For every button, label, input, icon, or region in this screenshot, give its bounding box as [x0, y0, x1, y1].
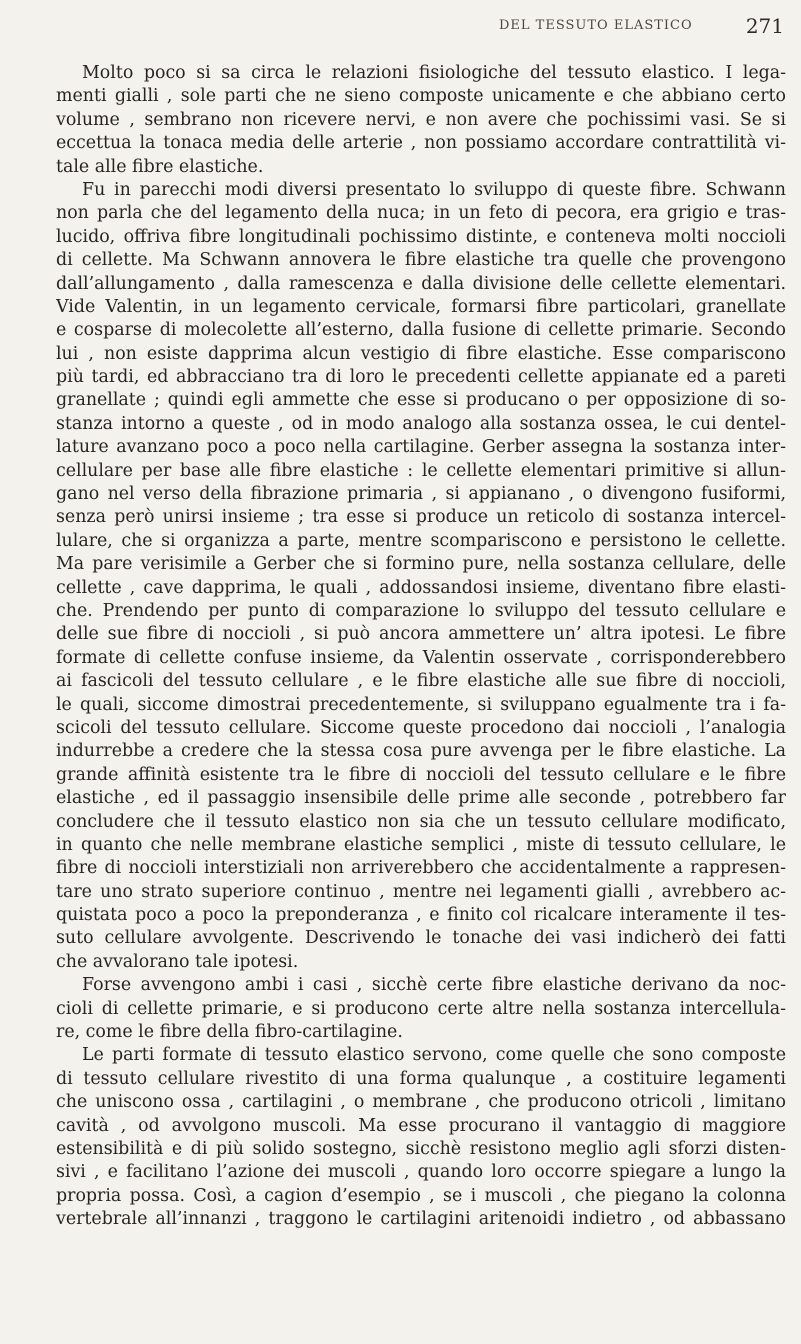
- text-line: lature avanzano poco a poco nella cartilagine. Gerber assegna la sostanza inter-: [56, 437, 786, 458]
- text-line: volume , sembrano non ricevere nervi, e non avere che pochissimi vasi. Se si: [56, 109, 786, 130]
- text-line: delle sue fibre di noccioli , si può ancora ammettere un’ altra ipotesi. Le fibre: [56, 624, 786, 645]
- body-text: [56, 62, 786, 1232]
- text-line: elastiche , ed il passaggio insensibile delle prime alle seconde , potrebbero far: [56, 788, 786, 809]
- text-line: ai fascicoli del tessuto cellulare , e le fibre elastiche alle sue fibre di noccioli,: [56, 671, 786, 692]
- text-line: granellate ; quindi egli ammette che esse si producano o per opposizione di so-: [56, 390, 786, 411]
- paragraph: [56, 62, 786, 179]
- text-line: vertebrale all’innanzi , traggono le cartilagini aritenoidi indietro , od abbassano: [56, 1209, 786, 1230]
- text-line: le quali, siccome dimostrai precedentemente, si sviluppano egualmente tra i fa-: [56, 694, 786, 715]
- page-number: 271: [745, 14, 784, 38]
- paragraph: [56, 179, 786, 974]
- text-line: Vide Valentin, in un legamento cervicale, formarsi fibre particolari, granellate: [56, 296, 786, 317]
- text-line: sivi , e facilitano l’azione dei muscoli , quando loro occorre spiegare a lungo la: [56, 1162, 786, 1183]
- text-line: lucido, offriva fibre longitudinali pochissimo distinte, e conteneva molti noccioli: [56, 226, 786, 247]
- text-line: che. Prendendo per punto di comparazione lo sviluppo del tessuto cellulare e: [56, 600, 786, 621]
- text-line: lui , non esiste dapprima alcun vestigio di fibre elastiche. Esse compariscono: [56, 343, 786, 364]
- text-line: cellette , cave dapprima, le quali , addossandosi insieme, diventano fibre elasti-: [56, 577, 786, 598]
- text-line: che uniscono ossa , cartilagini , o membrane , che producono otricoli , limitano: [56, 1092, 786, 1113]
- text-line: concludere che il tessuto elastico non sia che un tessuto cellulare modificato,: [56, 811, 786, 832]
- text-line: che avvalorano tale ipotesi.: [56, 951, 299, 972]
- text-line: formate di cellette confuse insieme, da Valentin osservate , corrisponderebbero: [56, 647, 786, 668]
- text-line: indurrebbe a credere che la stessa cosa pure avvenga per le fibre elastiche. La: [56, 741, 786, 762]
- text-line: grande affinità esistente tra le fibre di noccioli del tessuto cellulare e le fibre: [56, 764, 786, 785]
- text-line: Molto poco si sa circa le relazioni fisiologiche del tessuto elastico. I lega-: [82, 63, 786, 83]
- page-header: [74, 14, 790, 44]
- text-line: quistata poco a poco la preponderanza , e finito col ricalcare interamente il tes-: [56, 905, 786, 926]
- text-line: eccettua la tonaca media delle arterie , non possiamo accordare contrattilità vi-: [56, 133, 786, 154]
- text-line: Ma pare verisimile a Gerber che si formino pure, nella sostanza cellulare, delle: [56, 554, 786, 575]
- running-head: DEL TESSUTO ELASTICO: [499, 18, 693, 33]
- paragraph: [56, 974, 786, 1044]
- paragraph: [56, 1044, 786, 1231]
- text-line: tale alle fibre elastiche.: [56, 156, 264, 177]
- text-line: estensibilità e di più solido sostegno, sicchè resistono meglio agli sforzi disten-: [56, 1138, 786, 1159]
- text-line: in quanto che nelle membrane elastiche semplici , miste di tessuto cellulare, le: [56, 834, 786, 855]
- text-line: non parla che del legamento della nuca; in un feto di pecora, era grigio e tras-: [56, 203, 786, 224]
- text-line: suto cellulare avvolgente. Descrivendo le tonache dei vasi indicherò dei fatti: [56, 928, 786, 949]
- text-line: più tardi, ed abbracciano tra di loro le precedenti cellette appianate ed a pareti: [56, 367, 786, 388]
- text-line: di cellette. Ma Schwann annovera le fibre elastiche tra quelle che provengono: [56, 250, 786, 271]
- text-line: stanza intorno a queste , od in modo analogo alla sostanza ossea, le cui dentel-: [56, 413, 786, 434]
- text-line: gano nel verso della fibrazione primaria , si appianano , o divengono fusiformi,: [56, 484, 786, 505]
- text-line: menti gialli , sole parti che ne sieno composte unicamente e che abbiano certo: [56, 86, 786, 107]
- text-line: Le parti formate di tessuto elastico servono, come quelle che sono composte: [82, 1045, 786, 1066]
- text-line: Forse avvengono ambi i casi , sicchè certe fibre elastiche derivano da noc-: [82, 975, 786, 996]
- text-line: fibre di noccioli interstiziali non arriverebbero che accidentalmente a rappresen-: [56, 858, 786, 879]
- text-line: lulare, che si organizza a parte, mentre scompariscono e persistono le cellette.: [56, 530, 786, 551]
- text-line: cavità , od avvolgono muscoli. Ma esse procurano il vantaggio di maggiore: [56, 1115, 786, 1136]
- text-line: Fu in parecchi modi diversi presentato lo sviluppo di queste fibre. Schwann: [82, 179, 786, 200]
- text-line: di tessuto cellulare rivestito di una forma qualunque , a costituire legamenti: [56, 1068, 786, 1089]
- text-line: re, come le fibre della fibro-cartilagine.: [56, 1022, 403, 1043]
- text-line: cioli di cellette primarie, e si producono certe altre nella sostanza intercellula-: [56, 998, 786, 1019]
- text-line: scicoli del tessuto cellulare. Siccome queste procedono dai noccioli , l’analogia: [56, 717, 786, 738]
- text-line: senza però unirsi insieme ; tra esse si produce un reticolo di sostanza intercel-: [56, 507, 786, 528]
- text-line: cellulare per base alle fibre elastiche : le cellette elementari primitive si allun-: [56, 460, 786, 481]
- text-line: e cosparse di molecolette all’esterno, dalla fusione di cellette primarie. Secondo: [56, 320, 786, 341]
- text-line: tare uno strato superiore continuo , mentre nei legamenti gialli , avrebbero ac-: [56, 881, 786, 902]
- text-line: propria possa. Così, a cagion d’esempio , se i muscoli , che piegano la colonna: [56, 1185, 786, 1206]
- text-line: dall’allungamento , dalla ramescenza e dalla divisione delle cellette elementari.: [56, 273, 786, 294]
